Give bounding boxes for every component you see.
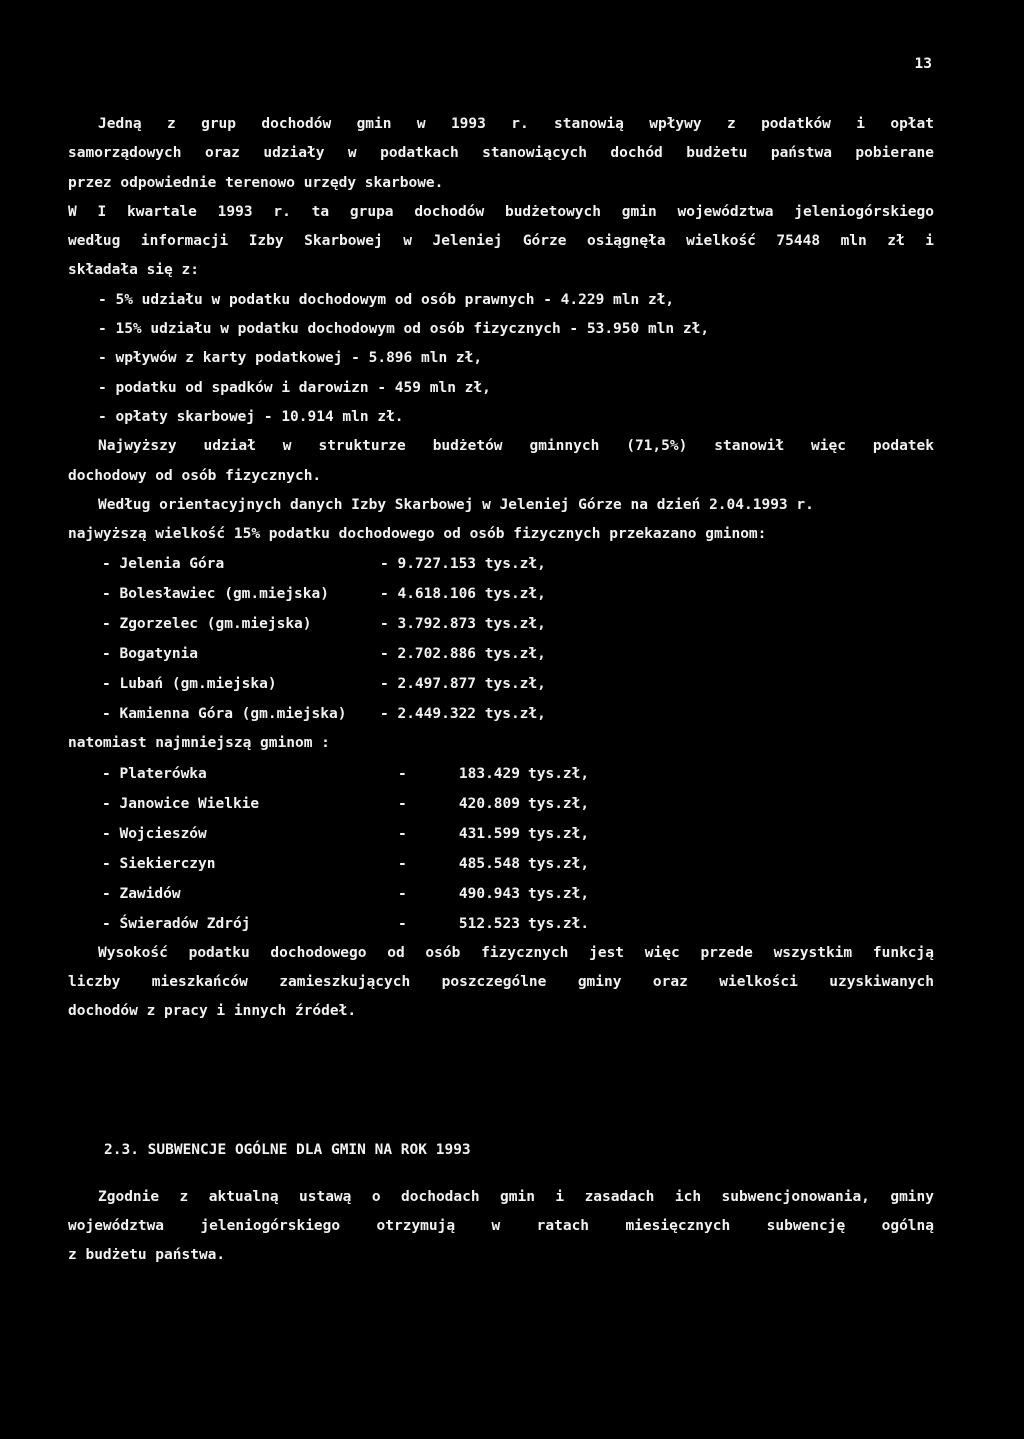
text-line: samorządowych oraz udziały w podatkach stanowiących dochód budżetu państwa pobierane	[68, 145, 934, 162]
gmina-value: - 9.727.153 tys.zł,	[380, 556, 546, 573]
gmina-unit: tys.zł,	[528, 825, 590, 842]
text-line: Jedną z grup dochodów gmin w 1993 r. stanowią wpływy z podatków i opłat	[98, 116, 934, 132]
list-item	[68, 699, 934, 729]
gmina-name: - Zawidów	[102, 885, 181, 902]
list-item	[68, 909, 934, 939]
gmina-unit: tys.zł,	[528, 795, 590, 812]
separator-dash: -	[398, 915, 407, 932]
lowest-gminy-list	[68, 759, 934, 939]
paragraph-5	[68, 939, 934, 1027]
separator-dash: -	[398, 885, 407, 902]
gmina-name: - Lubań (gm.miejska)	[102, 676, 277, 693]
page-number: 13	[914, 56, 932, 72]
gmina-name: - Bolesławiec (gm.miejska)	[102, 586, 329, 603]
text-line: Według orientacyjnych danych Izby Skarbowej w Jeleniej Górze na dzień 2.04.1993 r.	[98, 496, 814, 513]
gmina-amount: 420.809	[458, 795, 520, 812]
text-line: najwyższą wielkość 15% podatku dochodowego od osób fizycznych przekazano gminom:	[68, 526, 767, 543]
gmina-name: - Platerówka	[102, 765, 207, 782]
paragraph-6	[68, 1183, 934, 1271]
list-item	[68, 819, 934, 849]
list-item	[68, 879, 934, 909]
separator-dash: -	[398, 765, 407, 782]
list-item	[68, 849, 934, 879]
paragraph-1	[68, 110, 934, 198]
text-line: przez odpowiednie terenowo urzędy skarbowe.	[68, 174, 444, 191]
text-line: W I kwartale 1993 r. ta grupa dochodów budżetowych gmin województwa jeleniogórskiego	[68, 203, 934, 220]
list-item	[68, 639, 934, 669]
gmina-value: - 3.792.873 tys.zł,	[380, 616, 546, 633]
text-line: składała się z:	[68, 262, 199, 279]
gmina-unit: tys.zł.	[528, 915, 590, 932]
list-item	[68, 759, 934, 789]
list-item	[68, 669, 934, 699]
lowest-intro: natomiast najmniejszą gminom :	[68, 735, 330, 752]
gmina-unit: tys.zł,	[528, 885, 590, 902]
gmina-value: - 2.497.877 tys.zł,	[380, 676, 546, 693]
gmina-amount: 431.599	[458, 825, 520, 842]
text-line: województwa jeleniogórskiego otrzymują w ratach miesięcznych subwencję ogólną	[68, 1217, 934, 1234]
gmina-name: - Siekierczyn	[102, 855, 216, 872]
gmina-value: - 4.618.106 tys.zł,	[380, 586, 546, 603]
highest-gminy-list	[68, 549, 934, 729]
paragraph-2	[68, 198, 934, 286]
gmina-unit: tys.zł,	[528, 855, 590, 872]
text-line: dochodowy od osób fizycznych.	[68, 467, 322, 484]
gmina-name: - Wojcieszów	[102, 825, 207, 842]
components-list	[68, 286, 934, 432]
text-line: liczby mieszkańców zamieszkujących poszczególne gminy oraz wielkości uzyskiwanych	[68, 974, 934, 991]
section-heading: 2.3. SUBWENCJE OGÓLNE DLA GMIN NA ROK 1993	[104, 1141, 471, 1158]
gmina-name: - Kamienna Góra (gm.miejska)	[102, 706, 347, 723]
text-line: Najwyższy udział w strukturze budżetów gminnych (71,5%) stanowił więc podatek	[98, 438, 934, 455]
gmina-name: - Janowice Wielkie	[102, 795, 260, 812]
text-line: według informacji Izby Skarbowej w Jeleniej Górze osiągnęła wielkość 75448 mln zł i	[68, 233, 934, 250]
separator-dash: -	[398, 795, 407, 812]
separator-dash: -	[398, 855, 407, 872]
gmina-amount: 485.548	[458, 855, 520, 872]
document-body	[68, 110, 934, 1271]
list-item: - 15% udziału w podatku dochodowym od osób fizycznych - 53.950 mln zł,	[98, 321, 710, 338]
list-item	[68, 609, 934, 639]
gmina-value: - 2.702.886 tys.zł,	[380, 646, 546, 663]
paragraph-3	[68, 432, 934, 491]
separator-dash: -	[398, 825, 407, 842]
list-item	[68, 579, 934, 609]
gmina-amount: 183.429	[458, 765, 520, 782]
gmina-amount: 512.523	[458, 915, 520, 932]
text-line: Wysokość podatku dochodowego od osób fizycznych jest więc przede wszystkim funkcją	[98, 944, 934, 961]
text-line: dochodów z pracy i innych źródeł.	[68, 1003, 357, 1020]
list-item: - 5% udziału w podatku dochodowym od osób prawnych - 4.229 mln zł,	[98, 291, 675, 308]
text-line: z budżetu państwa.	[68, 1247, 226, 1264]
list-item: - wpływów z karty podatkowej - 5.896 mln zł,	[98, 350, 483, 367]
gmina-name: - Zgorzelec (gm.miejska)	[102, 616, 312, 633]
paragraph-4	[68, 491, 934, 550]
list-item: - opłaty skarbowej - 10.914 mln zł.	[98, 408, 404, 425]
gmina-name: - Jelenia Góra	[102, 556, 225, 573]
list-item	[68, 549, 934, 579]
gmina-name: - Świeradów Zdrój	[102, 915, 251, 932]
gmina-value: - 2.449.322 tys.zł,	[380, 706, 546, 723]
gmina-unit: tys.zł,	[528, 765, 590, 782]
list-item: - podatku od spadków i darowizn - 459 mln zł,	[98, 379, 491, 396]
gmina-amount: 490.943	[458, 885, 520, 902]
list-item	[68, 789, 934, 819]
gmina-name: - Bogatynia	[102, 646, 199, 663]
text-line: Zgodnie z aktualną ustawą o dochodach gmin i zasadach ich subwencjonowania, gminy	[98, 1188, 934, 1205]
